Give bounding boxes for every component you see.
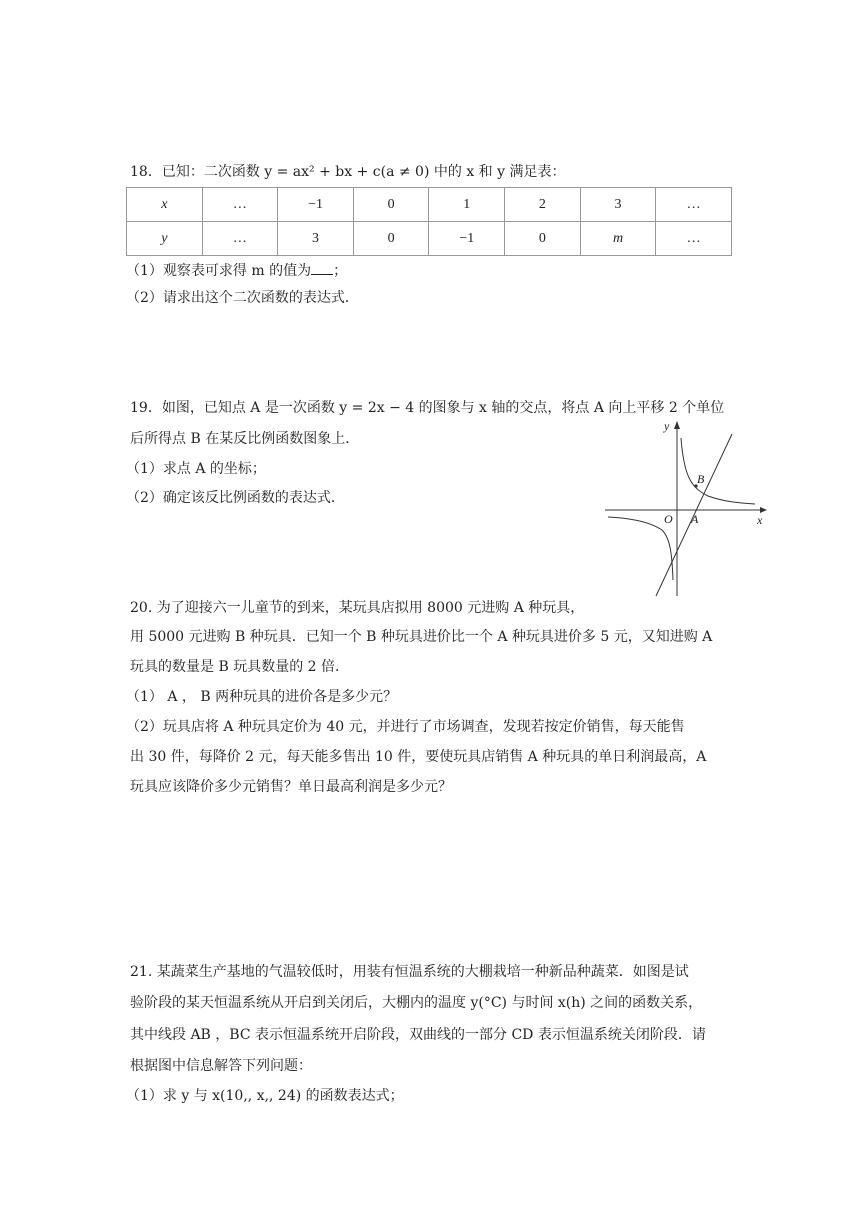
table-cell: 2 <box>505 188 581 222</box>
q21-part1: （1）求 y 与 x(10,, x,, 24) 的函数表达式； <box>126 1088 404 1104</box>
table-row-x <box>127 188 732 222</box>
table-cell: 1 <box>429 188 505 222</box>
hyperbola-branch-q1 <box>681 438 755 504</box>
q20-part1: （1） A ， B 两种玩具的进价各是多少元？ <box>126 689 398 705</box>
label-a: A <box>691 512 699 526</box>
table-cell: 3 <box>278 222 354 256</box>
q20-part2-line3: 玩具应该降价多少元销售？单日最高利润是多少元？ <box>130 779 452 795</box>
answer-blank[interactable] <box>311 262 333 275</box>
xy-value-table <box>126 187 732 256</box>
table-cell: 0 <box>353 188 429 222</box>
table-cell: 3 <box>580 188 656 222</box>
table-cell: … <box>202 222 278 256</box>
table-cell: m <box>580 222 656 256</box>
q18-part1-prefix: （1）观察表可求得 m 的值为 <box>126 263 312 279</box>
table-cell: … <box>202 188 278 222</box>
label-o: O <box>664 512 673 526</box>
q21-line3: 其中线段 AB ，BC 表示恒温系统开启阶段，双曲线的一部分 CD 表示恒温系统关闭阶段．请 <box>130 1027 706 1043</box>
q20-part2-line1: （2）玩具店将 A 种玩具定价为 40 元，并进行了市场调查，发现若按定价销售，每天能售 <box>126 719 685 735</box>
q19-figure <box>600 418 780 598</box>
table-row-y <box>127 222 732 256</box>
q21-line2: 验阶段的某天恒温系统从开启到关闭后，大棚内的温度 y(°C) 与时间 x(h) 之间的函数关系， <box>130 995 703 1011</box>
q18-stem: 18．已知：二次函数 y = ax² + bx + c(a ≠ 0) 中的 x 和 y 满足表： <box>130 164 566 180</box>
q20-line1: 20. 为了迎接六一儿童节的到来，某玩具店拟用 8000 元进购 A 种玩具， <box>130 600 585 616</box>
q20-line3: 玩具的数量是 B 玩具数量的 2 倍． <box>130 659 349 675</box>
table-cell: 0 <box>505 222 581 256</box>
q21-line4: 根据图中信息解答下列问题： <box>130 1058 312 1074</box>
q19-part2: （2）确定该反比例函数的表达式． <box>126 490 345 506</box>
q20-line2: 用 5000 元进购 B 种玩具．已知一个 B 种玩具进价比一个 A 种玩具进价多 5 元，又知进购 A <box>130 629 713 645</box>
label-y: y <box>664 419 670 433</box>
q19-line2: 后所得点 B 在某反比例函数图象上． <box>130 431 360 447</box>
table-cell: x <box>127 188 203 222</box>
table-cell: −1 <box>278 188 354 222</box>
table-cell: … <box>656 222 732 256</box>
table-cell: −1 <box>429 222 505 256</box>
table-cell: … <box>656 188 732 222</box>
table-cell: 0 <box>353 222 429 256</box>
q19-part1: （1）求点 A 的坐标； <box>126 461 266 477</box>
q19-line1: 19．如图，已知点 A 是一次函数 y = 2x − 4 的图象与 x 轴的交点，将点 A 向上平移 2 个单位 <box>130 400 725 416</box>
table-cell: y <box>127 222 203 256</box>
q18-part1 <box>126 260 347 280</box>
label-b: B <box>697 472 705 486</box>
y-axis-arrow <box>674 421 680 429</box>
q18-part2: （2）请求出这个二次函数的表达式． <box>126 290 359 306</box>
q21-line1: 21. 某蔬菜生产基地的气温较低时，用装有恒温系统的大棚栽培一种新品种蔬菜．如图是试 <box>130 964 689 980</box>
label-x: x <box>757 513 763 527</box>
hyperbola-branch-q3 <box>608 517 673 580</box>
q18-part1-suffix: ； <box>333 263 348 279</box>
q20-part2-line2: 出 30 件，每降价 2 元，每天能多售出 10 件，要使玩具店销售 A 种玩具的单日利润最高，A <box>130 749 707 765</box>
